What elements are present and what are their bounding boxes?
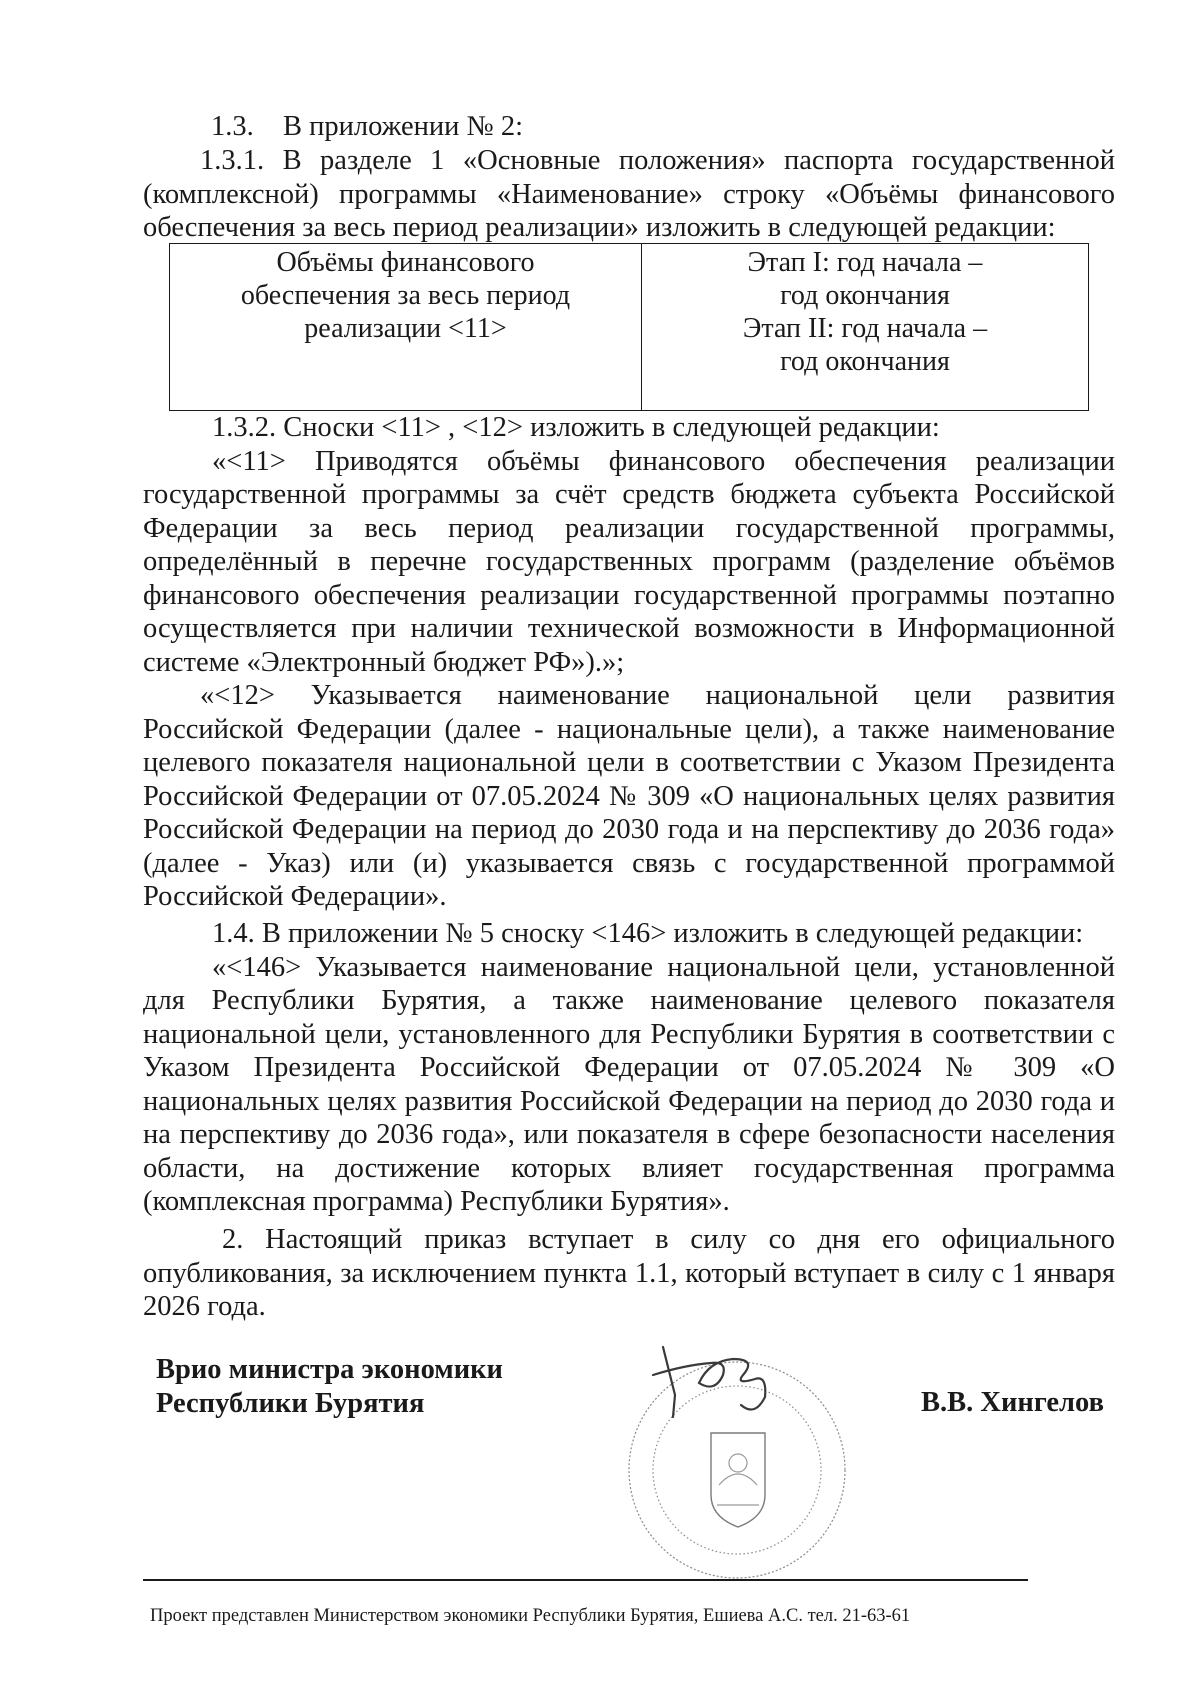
table-cell-line: год окончания — [780, 346, 950, 377]
signatory-name: В.В. Хингелов — [921, 1387, 1104, 1418]
table-cell-line: Этап I: год начала – — [747, 247, 983, 278]
item-1-3-1 — [143, 144, 1115, 245]
item-2 — [143, 1223, 1115, 1324]
signatory-position-line: Врио министра экономики — [156, 1354, 503, 1385]
item-1-3-2 — [143, 411, 1115, 914]
item-1-4 — [143, 917, 1115, 1219]
official-seal-icon — [615, 1345, 860, 1585]
financing-volumes-table — [169, 243, 1089, 411]
signatory-position — [156, 1353, 503, 1421]
table-row — [170, 244, 1089, 411]
item-1-3-1-paragraph: 1.3.1. В разделе 1 «Основные положения» паспорта государственной (комплексной) программы «Наименование» строку «Объёмы финансового обеспечения за весь период реализации» изложить в следующей редакции: — [143, 145, 1115, 243]
item-1-3-2-heading: 1.3.2. Сноски <11> , <12> изложить в следующей редакции: — [212, 412, 940, 443]
item-1-3-number: 1.3. — [211, 111, 254, 142]
table-cell-line: Этап II: год начала – — [742, 313, 988, 344]
footnote-11: «<11> Приводятся объёмы финансового обеспечения реализации государственной программы за счёт средств бюджета субъекта Российской Федерации за весь период реализации государственной программы, определённый в перечне государственных программ (разделение объёмов финансового обеспечения реализации государственной программы поэтапно осуществляется при наличии технической возможности в Информационной системе «Электронный бюджет РФ»).»; — [143, 445, 1115, 678]
signatory-position-line: Республики Бурятия — [156, 1388, 425, 1419]
table-cell-stages — [642, 244, 1089, 411]
table-cell-line: год окончания — [780, 280, 950, 311]
footer-note: Проект представлен Министерством экономики Республики Бурятия, Ешиева А.С. тел. 21-63-61 — [150, 1606, 911, 1626]
item-1-3 — [211, 110, 523, 144]
item-1-3-text: В приложении № 2: — [283, 111, 523, 142]
footer-divider — [143, 1579, 1028, 1581]
footnote-12: «<12> Указывается наименование национальной цели развития Российской Федерации (далее - национальные цели), а также наименование целевого показателя национальной цели в соответствии с Указом Президента Российской Федерации от 07.05.2024 № 309 «О национальных целях развития Российской Федерации на период до 2030 года и на перспективу до 2036 года» (далее - Указ) или (и) указывается связь с государственной программой Российской Федерации». — [143, 680, 1115, 912]
table-cell-line: Объёмы финансового — [276, 247, 535, 278]
table-cell-label — [170, 244, 642, 411]
table-cell-line: реализации <11> — [304, 313, 507, 344]
item-1-4-heading: 1.4. В приложении № 5 сноску <146> изложить в следующей редакции: — [212, 918, 1084, 949]
table-cell-line: обеспечения за весь период — [240, 280, 571, 311]
footnote-146: «<146> Указывается наименование национальной цели, установленной для Республики Бурятия, а также наименование целевого показателя национальной цели, установленного для Республики Бурятия в соответствии с Указом Президента Российской Федерации от 07.05.2024 № 309 «О национальных целях развития Российской Федерации на период до 2030 года и на перспективу до 2036 года», или показателя в сфере безопасности населения области, на достижение которых влияет государственная программа (комплексная программа) Республики Бурятия». — [143, 951, 1115, 1217]
item-2-paragraph: 2. Настоящий приказ вступает в силу со дня его официального опубликования, за исключением пункта 1.1, который вступает в силу с 1 января 2026 года. — [143, 1224, 1115, 1322]
